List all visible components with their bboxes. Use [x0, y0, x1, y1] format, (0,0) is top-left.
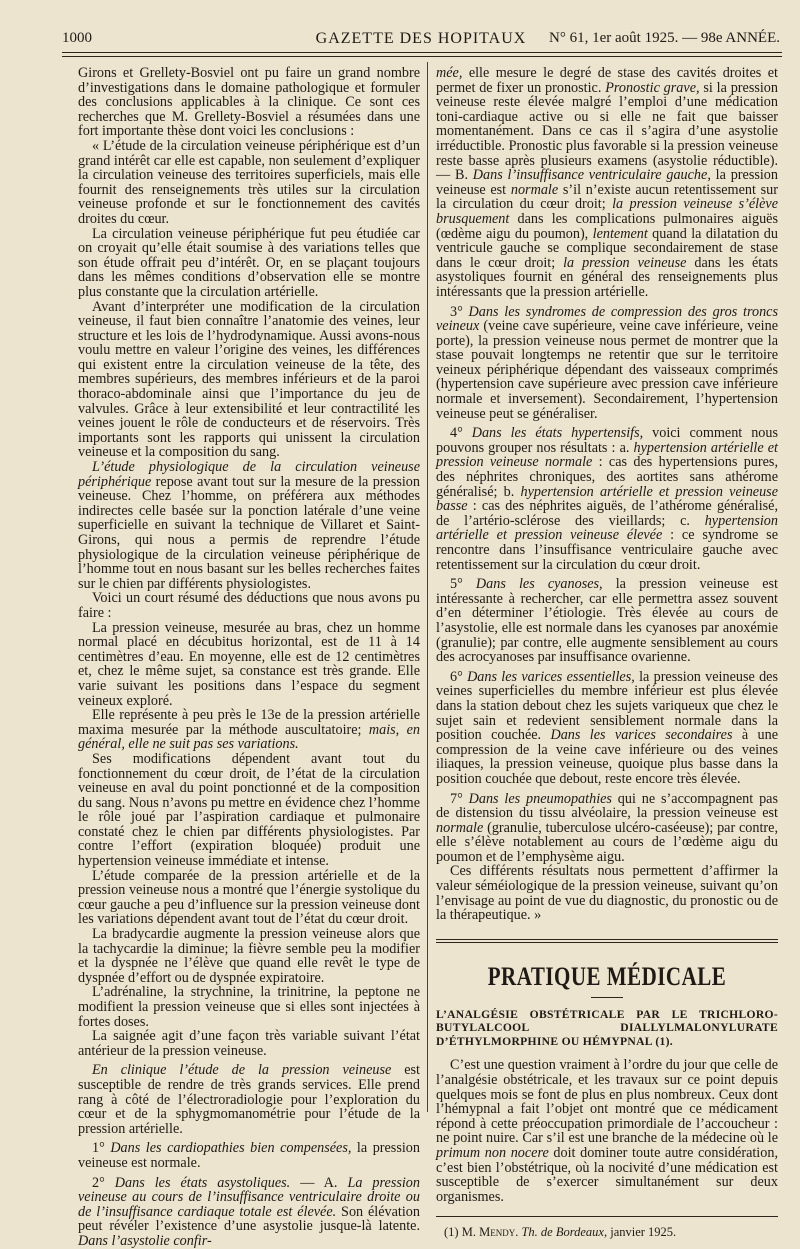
paragraph: mée, elle mesure le degré de stase des cavités droites et permet de fixer un pronostic. Pronostic grave, si la pression veineuse reste élevée malgré l’emploi d’une médication toni-cardiaque active ou si elle ne fait que baisser momentanément. Dans ce cas il s’agira d’une asystolie irréductible. Pronostic plus favorable si la pression veineuse reste basse après plusieurs examens (asystolie réductible). — B. Dans l’insuffisance ventriculaire gauche, la pression veineuse est normale s’il n’existe aucun retentissement sur la circulation du cœur droit; la pression veineuse s’élève brusquement dans les complications pulmonaires aiguës (œdème aigu du poumon), lentement quand la dilatation du ventricule gauche se complique secondairement de stase dans le cœur droit; la pression veineuse dans les états asystoliques fournit en général des renseignements plus intéressants que la pression artérielle.	[436, 65, 779, 300]
journal-title: GAZETTE DES HOPITAUX	[315, 30, 527, 47]
paragraph: 6° Dans les varices essentielles, la pression veineuse des veines superficielles du membre inférieur est plus élevée dans la station debout chez les sujets variqueux que chez le sujet sain et redevient sensiblement normale dans la position couchée. Dans les varices secondaires à une compression de la veine cave inférieure ou des veines iliaques, la pression veineuse, quoique plus basse dans la position couchée que debout, reste encore très élevée.	[436, 668, 779, 787]
paragraph: La bradycardie augmente la pression veineuse alors que la tachycardie la diminue; la fièvre semble peu la modifier et la dyspnée ne l’élève que quand elle revêt le type de dyspnée d’effort ou de dyspnée expiratoire.	[78, 926, 420, 986]
issue-info: N° 61, 1er août 1925. — 98e ANNÉE.	[549, 30, 780, 46]
section-rule-double	[436, 942, 778, 943]
paragraph: L’étude comparée de la pression artérielle et de la pression veineuse nous a montré que l’énergie systolique du cœur gauche a peu d’influence sur la pression veineuse dont les variations dépendent avant tout de l’état du cœur droit.	[78, 867, 420, 928]
page-number: 1000	[62, 30, 92, 46]
paragraph: C’est une question vraiment à l’ordre du jour que celle de l’analgésie obstétricale, et les travaux sur ce point depuis quelques mois se font de plus en plus nombreux. Ceux dont l’hémypnal a fait l’objet ont montré que ce médicament répond à cette préoccupation primordiale de l’accoucheur : ne point nuire. Car s’il est une branche de la médecine où le primum non nocere doit dominer toute autre considération, c’est bien l’obstétrique, où la nocivité d’une médication est susceptible de s’exercer simultanément sur deux organismes.	[436, 1057, 778, 1205]
column-separator	[427, 62, 428, 1112]
header-rule-double	[62, 56, 782, 57]
footnote: (1) M. Mendy. Th. de Bordeaux, janvier 1925.	[444, 1225, 677, 1240]
section-title: PRATIQUE MÉDICALE	[487, 960, 727, 991]
right-column	[436, 65, 779, 1240]
left-column	[78, 65, 420, 1249]
paragraph: En clinique l’étude de la pression veineuse est susceptible de rendre de très grands services. Elle prend rang à côté de l’électroradiologie pour l’exploration du cœur et de la sphygmomanométrie pour l’étude de la pression artérielle.	[78, 1062, 420, 1137]
paragraph: Ses modifications dépendent avant tout du fonctionnement du cœur droit, de l’état de la circulation veineuse en aval du point ponctionné et de la composition du sang. Nous n’avons pu mettre en évidence chez l’homme le rôle joué par l’aspiration cardiaque et pulmonaire constaté chez le chien par différents physiologistes. Par contre l’effort (expiration bloquée) produit une hypertension veineuse immédiate et intense.	[78, 750, 420, 870]
paragraph: Voici un court résumé des déductions que nous avons pu faire :	[78, 590, 420, 621]
page-header	[62, 26, 780, 50]
footnote-rule	[436, 1216, 778, 1217]
header-rule	[62, 52, 782, 53]
paragraph: 3° Dans les syndromes de compression des gros troncs veineux (veine cave supérieure, veine cave inférieure, veine porte), la pression veineuse nous permet de montrer que la stase pouvait longtemps ne retentir que sur le territoire veineux périphérique dépendant des vaisseaux comprimés (hypertension cave supérieure avec pression cave inférieure normale et inversement). Secondairement, l’hypertension veineuse peut se généraliser.	[436, 303, 778, 422]
paragraph: 1° Dans les cardiopathies bien compensées, la pression veineuse est normale.	[78, 1140, 420, 1171]
paragraph: Ces différents résultats nous permettent d’affirmer la valeur séméiologique de la pression veineuse, suivant qu’on l’envisage au point de vue du diagnostic, du pronostic ou de la thérapeutique. »	[436, 863, 778, 924]
paragraph: « L’étude de la circulation veineuse périphérique est d’un grand intérêt car elle est capable, non seulement d’expliquer la circulation veineuse des territoires superficiels, mais elle fournit des renseignements très utiles sur la circulation veineuse profonde et sur le fonctionnement des cavités droites du cœur.	[78, 137, 420, 227]
paragraph: 7° Dans les pneumopathies qui ne s’accompagnent pas de distension du tissu alvéolaire, la pression veineuse est normale (granulie, tuberculose ulcéro-caséeuse); par contre, elle s’élève notablement au cours de l’œdème aigu du poumon et de l’emphysème aigu.	[436, 790, 778, 865]
paragraph: 4° Dans les états hypertensifs, voici comment nous pouvons grouper nos résultats : a. hypertension artérielle et pression veineuse normale : cas des hypertensions pures, des néphrites chroniques, des aortites sans athérome généralisé; b. hypertension artérielle et pression veineuse basse : cas des néphrites aiguës, de l’athérome généralisé, de l’artério-sclérose des vieillards; c. hypertension artérielle et pression veineuse élevée : ce syndrome se rencontre dans l’insuffisance ventriculaire gauche avec retentissement sur la circulation du cœur droit.	[436, 425, 779, 573]
paragraph: Avant d’interpréter une modification de la circulation veineuse, il faut bien connaître l’anatomie des veines, leur structure et les lois de l’hydrodynamique. Aussi avons-nous voulu mettre en valeur l’origine des veines, les différences qui existent entre la circulation veineuse de la tête, des membres supérieurs, des membres inférieurs et de la paroi thoraco-abdominale ainsi que l’importance du jeu de valvules. Grâce à leur extensibilité et leur contractilité les veines jouent le rôle de conducteurs et de réservoirs. Très importants sont les rapports qui unissent la circulation veineuse et la composition du sang.	[78, 298, 420, 461]
paragraph: 2° Dans les états asystoliques. — A. La pression veineuse au cours de l’insuffisance ventriculaire droite ou de l’insuffisance cardiaque totale est élevée. Son élévation peut révéler l’existence d’une asystolie jusque-là latente. Dans l’asystolie confir-	[78, 1174, 420, 1249]
paragraph: Elle représente à peu près le 13e de la pression artérielle maxima mesurée par la méthode auscultatoire; mais, en général, elle ne suit pas ses variations.	[78, 707, 420, 753]
title-divider	[591, 997, 623, 998]
paragraph: La saignée agit d’une façon très variable suivant l’état antérieur de la pression veineuse.	[78, 1028, 420, 1059]
paragraph: La pression veineuse, mesurée au bras, chez un homme normal placé en décubitus horizontal, est de 11 à 14 centimètres d’eau. En moyenne, elle est de 12 centimètres et, chez le même sujet, sa constance est très grande. Elle varie suivant les positions dans l’espace du segment veineux exploré.	[78, 619, 420, 709]
paragraph: L’adrénaline, la strychnine, la trinitrine, la peptone ne modifient la pression veineuse que si elles sont injectées à fortes doses.	[78, 984, 420, 1030]
paragraph: Girons et Grellety-Bosviel ont pu faire un grand nombre d’investigations dans le domaine pathologique et formuler des conclusions applicables à la clinique. Ce sont ces recherches que M. Grellety-Bosviel a résumées dans une fort importante thèse dont voici les conclusions :	[78, 65, 420, 140]
paragraph: L’étude physiologique de la circulation veineuse périphérique repose avant tout sur la mesure de la pression veineuse. Chez l’homme, on préférera aux méthodes indirectes celle basée sur la ponction latérale d’une veine superficielle en suivant la technique de Villaret et Saint-Girons, qui nous a permis de reprendre l’étude physiologique de la circulation veineuse périphérique de l’homme tout en nous basant sur les belles recherches faites sur le chien par différents physiologistes.	[78, 459, 420, 592]
paragraph: 5° Dans les cyanoses, la pression veineuse est intéressante à rechercher, car elle permettra assez souvent d’en déterminer l’étiologie. Très élevée au cours de l’asystolie, elle est normale dans les cyanoses par anoxémie (granulie); par contre, elle augmente sensiblement au cours des acrocyanoses par insuffisance ovarienne.	[436, 576, 778, 666]
section-rule	[436, 939, 778, 940]
paragraph: La circulation veineuse périphérique fut peu étudiée car on croyait qu’elle était soumise à des variations telles que son étude offrait peu d’intérêt. Or, en se plaçant toujours dans les mêmes conditions d’observation elle se montre plus constante que la circulation artérielle.	[78, 225, 420, 300]
article-title: L’ANALGÉSIE OBSTÉTRICALE PAR LE TRICHLORO-BUTYLALCOOL DIALLYLMALONYLURATE D’ÉTHYLMORPHINE OU HÉMYPNAL (1).	[436, 1007, 778, 1048]
